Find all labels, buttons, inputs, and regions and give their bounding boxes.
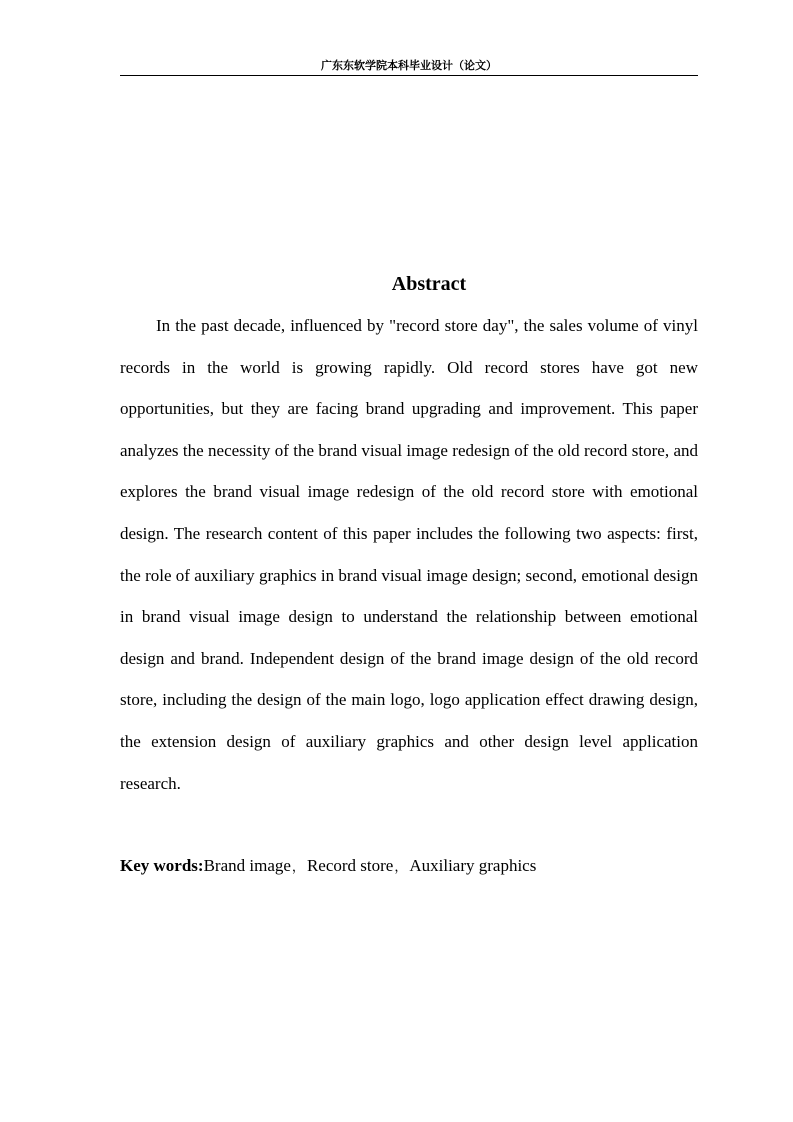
abstract-body: In the past decade, influenced by "record store day", the sales volume of vinyl records in the world is growing rapidly. Old record stores have got new opportunities, but they are facing brand upgrading and improvement. This paper analyzes the necessity of the brand visual image redesign of the old record store, and explores the brand visual image redesign of the old record store with emotional design. The research content of this paper includes the following two aspects: first, the role of auxiliary graphics in brand visual image design; second, emotional design in brand visual image design to understand the relationship between emotional design and brand. Independent design of the brand image design of the old record store, including the design of the main logo, logo application effect drawing design, the extension design of auxiliary graphics and other design level application research. xyxy=(120,316,698,793)
keywords-line xyxy=(120,852,698,882)
keyword-item: Brand image xyxy=(203,856,291,875)
keyword-item: Record store xyxy=(306,856,394,875)
page-header: 广东东软学院本科毕业设计（论文） xyxy=(120,57,698,76)
keyword-separator: ， xyxy=(394,860,408,875)
keyword-separator: ， xyxy=(291,860,305,875)
keywords-label: Key words: xyxy=(120,856,204,875)
keyword-item: Auxiliary graphics xyxy=(409,856,537,875)
abstract-title: Abstract xyxy=(391,273,467,295)
